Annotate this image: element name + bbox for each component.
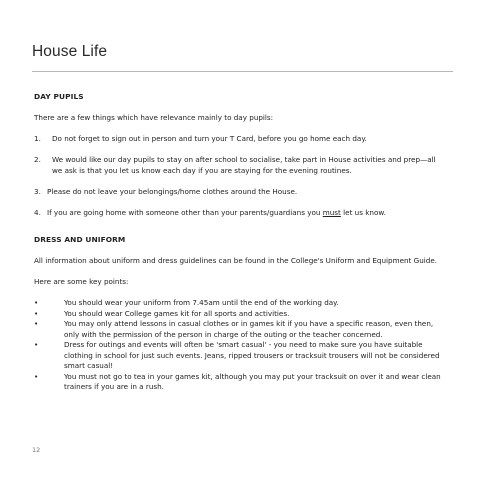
item-number: 4. xyxy=(34,207,41,217)
item-text: Do not forget to sign out in person and turn your T Card, before you go home each day. xyxy=(52,134,367,143)
dress-uniform-heading: DRESS AND UNIFORM xyxy=(34,235,126,244)
bullet-text xyxy=(64,340,454,372)
bullet-item xyxy=(34,298,454,309)
header-divider xyxy=(32,71,453,72)
day-pupils-intro: There are a few things which have relevance mainly to day pupils: xyxy=(34,113,274,122)
bullet-text xyxy=(64,372,454,393)
bullet-dot: • xyxy=(34,371,39,381)
numbered-item-4 xyxy=(34,208,454,219)
bullet-text-line: Dress for outings and events will often be 'smart casual' - you need to make sure you have suitable xyxy=(64,340,423,349)
bullet-text-line: clothing in school for just such events. Jeans, ripped trousers or tracksuit trousers will not be considered xyxy=(64,350,440,360)
bullet-text-line: You should wear your uniform from 7.45am until the end of the working day. xyxy=(64,298,339,307)
key-points-label: Here are some key points: xyxy=(34,277,129,286)
item-number: 1. xyxy=(34,134,41,143)
bullet-text-line: trainers if you are in a rush. xyxy=(64,382,164,391)
bullet-item xyxy=(34,340,454,372)
bullet-dot: • xyxy=(34,308,39,318)
item-text: Please do not leave your belongings/home clothes around the House. xyxy=(47,186,298,196)
bullet-dot: • xyxy=(34,319,39,328)
bullet-text xyxy=(64,298,454,309)
item-text xyxy=(47,208,454,219)
bullet-dot: • xyxy=(34,298,39,307)
item-number: 2. xyxy=(34,155,41,164)
bullet-item xyxy=(34,319,454,340)
page-number: 12 xyxy=(32,446,41,454)
bullet-list xyxy=(34,298,454,393)
bullet-text-line: You may only attend lessons in casual clothes or in games kit if you have a specific reason, even then, xyxy=(64,319,434,328)
bullet-text-line: You must not go to tea in your games kit, although you may put your tracksuit on over it and wear clean xyxy=(64,371,441,381)
bullet-text xyxy=(64,319,454,340)
day-pupils-heading: DAY PUPILS xyxy=(34,92,84,101)
bullet-dot: • xyxy=(34,340,39,349)
dress-intro: All information about uniform and dress guidelines can be found in the College's Uniform and Equipment Guide. xyxy=(34,256,438,265)
bullet-text-line: smart casual! xyxy=(64,361,114,370)
item-number: 3. xyxy=(34,186,41,196)
numbered-item-2 xyxy=(34,155,454,176)
item-text-part: If you are going home with someone other than your parents/guardians you xyxy=(47,207,323,217)
bullet-item xyxy=(34,309,454,320)
item-text-line: we ask is that you let us know each day if you are staying for the evening routines. xyxy=(52,165,352,175)
page-body xyxy=(34,92,454,393)
emphasis-underlined: must xyxy=(322,207,341,217)
item-text-part: let us know. xyxy=(340,207,386,217)
bullet-item xyxy=(34,372,454,393)
numbered-item-3 xyxy=(34,187,454,198)
bullet-text-line: You should wear College games kit for all sports and activities. xyxy=(64,308,290,318)
bullet-text-line: only with the permission of the person in charge of the outing or the teacher concerned. xyxy=(64,329,383,339)
page-title: House Life xyxy=(32,43,108,60)
item-text-line: We would like our day pupils to stay on after school to socialise, take part in House activities and prep—all xyxy=(52,155,436,164)
bullet-text xyxy=(64,309,454,320)
item-text xyxy=(52,155,454,176)
numbered-item-1 xyxy=(34,134,454,145)
